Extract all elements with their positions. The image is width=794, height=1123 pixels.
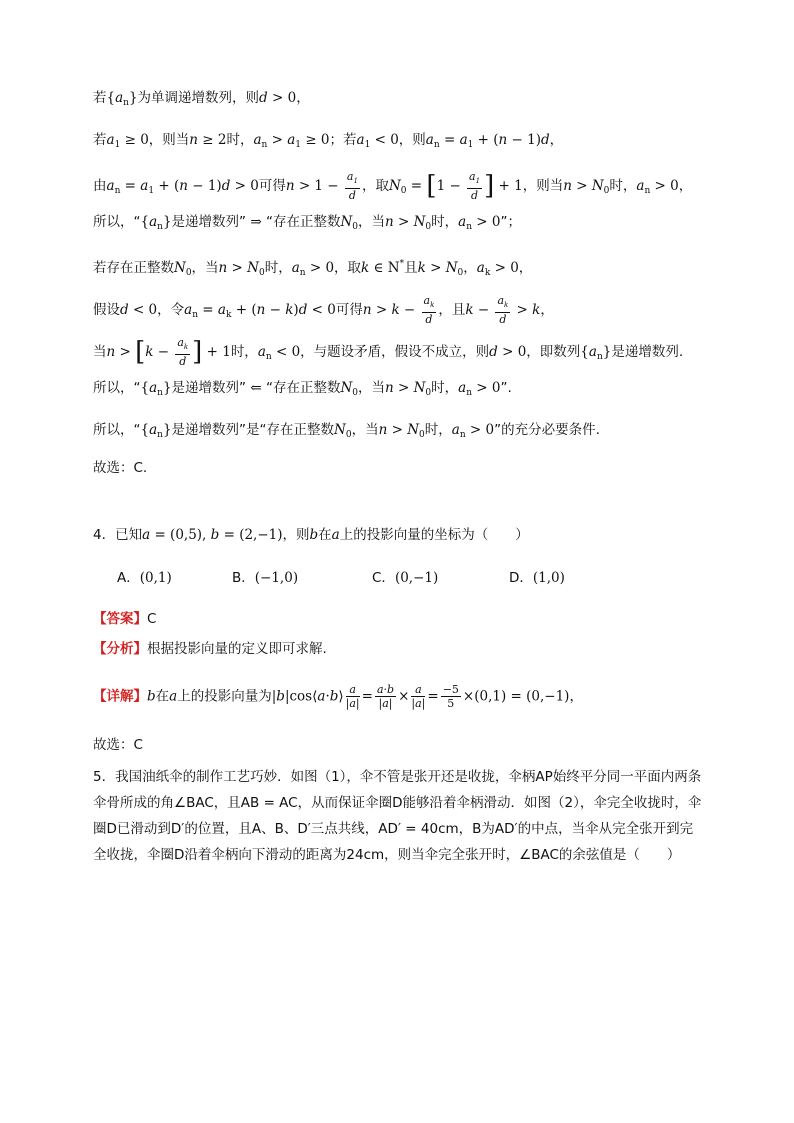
solution-line-6: 假设d < 0，令$a_n = a_k + (n - k)d < 0$可得n > k − $\frac{a_k}{d}$ ，且k − $\frac{a_k}{d}$ > k， <box>93 294 554 327</box>
text: ；若 <box>329 132 357 148</box>
choice-b <box>232 568 298 588</box>
choice-value: (1,0) <box>532 570 565 586</box>
conclusion-line: 故选：C. <box>93 460 148 476</box>
solution-line-2: 若$a_1 \ge 0$，则当n ≥ 2时，$a_n > a_1 \ge 0$；若$a_1 < 0$，则$a_n = a_1 + (n - 1)d$， <box>93 132 564 150</box>
choice-label: A． <box>117 570 140 586</box>
text: 假设 <box>93 302 120 319</box>
text: 可得 <box>335 302 363 319</box>
text: 所以，“ <box>93 380 141 396</box>
text: 若存在正整数 <box>93 260 174 276</box>
choice-value: (0,1) <box>139 570 172 586</box>
text: ，令 <box>157 302 185 319</box>
solution-line-7: 当n > [k − $\frac{a_k}{d}$ ] + 1时，$a_n < 0$，与题设矛盾，假设不成立，则d > 0，即数列$\{a_n\}$是递增数列. <box>93 336 684 369</box>
text: 时， <box>264 260 292 276</box>
text: 在 <box>318 527 332 543</box>
text: ，则 <box>282 527 310 543</box>
text: 是递增数列” <box>171 380 247 396</box>
text: ，当 <box>358 380 385 396</box>
detail-conclusion: 故选：C <box>93 737 143 753</box>
text: 可得 <box>258 178 286 195</box>
text: ”； <box>500 214 521 230</box>
text: 时， <box>609 178 637 195</box>
choice-c <box>372 568 438 588</box>
text: ，则 <box>398 132 426 148</box>
text: ，则当 <box>522 178 564 195</box>
text: ，取 <box>334 260 362 276</box>
text: 且 <box>404 260 418 276</box>
analysis-text: 根据投影向量的定义即可求解. <box>147 641 327 657</box>
text: ，与题设矛盾，假设不成立，则 <box>300 344 490 361</box>
text: “存在正整数 <box>265 214 341 230</box>
answer-line <box>93 609 156 629</box>
choice-value: (−1,0) <box>254 570 299 586</box>
text: 时， <box>431 380 459 396</box>
choice-label: D． <box>509 570 533 586</box>
analysis-tag: 【分析】 <box>93 641 147 657</box>
text: 时， <box>230 344 258 361</box>
text: 是递增数列” <box>171 214 247 230</box>
text: 时， <box>431 214 459 230</box>
solution-line-3: 由$a_n = a_1 + (n - 1)d > 0$可得n > 1 − $\frac{a_1}{d}$ ，取$N_0 = [1$ − $\frac{a_1}{d}$ ] + 1，则当$n > N_0$时，$a_n > 0$， <box>93 170 693 203</box>
question-5-text: 5．我国油纸伞的制作工艺巧妙．如图（1），伞不管是张开还是收拢，伞柄AP始终平分同一平面内两条伞骨所成的角∠BAC，且AB = AC，从而保证伞圈D能够沿着伞柄滑动．如图（2），伞完全收拢时，伞圈D已滑动到D′的位置，且A、B、D′三点共线，AD′ = 40cm，B为AD′的中点，当伞从完全张开到完全收拢，伞圈D沿着伞柄向下滑动的距离为24cm，则当伞完全张开时，∠BAC的余弦值是（ ） <box>93 769 702 863</box>
answer-value: C <box>147 611 157 627</box>
solution-line-9: 所以，“$\{a_n\}$是递增数列”是“存在正整数$N_0$，当$n > N_0$时，$a_n > 0$”的充分必要条件. <box>93 422 600 440</box>
analysis-line <box>93 639 327 659</box>
solution-line-1: 若$\{a_n\}$为单调递增数列，则d > 0， <box>93 90 310 108</box>
text: ，且 <box>438 302 466 319</box>
text: ，则当 <box>148 132 190 148</box>
text: ”的充分必要条件. <box>494 422 600 438</box>
text: “存在正整数 <box>265 380 341 396</box>
solution-line-8: 所以，“$\{a_n\}$是递增数列” ⇐ “存在正整数$N_0$，当$n > N_0$时，$a_n > 0$”. <box>93 380 512 398</box>
text: 上的投影向量的坐标为（ ） <box>339 527 529 543</box>
text: ，取 <box>361 178 389 195</box>
text: ，即数列 <box>526 344 581 361</box>
choice-a <box>117 568 172 588</box>
text: 若 <box>93 90 107 106</box>
choice-value: (0,−1) <box>394 570 439 586</box>
text: ”. <box>500 380 512 396</box>
text: ， <box>518 260 533 276</box>
choice-label: C． <box>372 570 395 586</box>
text: 若 <box>93 132 107 148</box>
text: 是递增数列”是“存在正整数 <box>171 422 335 438</box>
text: 时， <box>424 422 452 438</box>
answer-tag: 【答案】 <box>93 611 147 627</box>
choice-d <box>509 568 565 588</box>
text: 由 <box>93 178 107 195</box>
text: 4．已知 <box>93 527 143 543</box>
text: 是递增数列. <box>611 344 684 361</box>
text: 为单调递增数列，则 <box>137 90 260 106</box>
text: 所以，“ <box>93 214 141 230</box>
text: 时， <box>226 132 254 148</box>
question-4-stem: 4．已知a = (0,5), b = (2,−1)，则b在a上的投影向量的坐标为（ ） <box>93 527 529 543</box>
text: ，当 <box>358 214 385 230</box>
text: ，当 <box>351 422 379 438</box>
text: 当 <box>93 344 107 361</box>
text: 所以，“ <box>93 422 141 438</box>
detail-line: 【详解】b在a上的投影向量为|b|cos⟨a·b⟩ $\frac{a}{|a|}$ = $\frac{a\cdot b}{|a|}$ × $\frac{a}{|a|}$ = $\frac{-5}{5}$ ×(0,1) = (0,−1)， <box>93 683 583 710</box>
text: ，当 <box>191 260 219 276</box>
solution-line-5: 若存在正整数$N_0$，当$n > N_0$时，$a_n > 0$，取k ∈ N*且$k > N_0$，$a_k > 0$， <box>93 259 533 278</box>
choice-label: B． <box>232 570 255 586</box>
detail-tag: 【详解】 <box>93 688 147 705</box>
text: 在 <box>155 688 170 705</box>
solution-line-4: 所以，“$\{a_n\}$是递增数列” ⇒ “存在正整数$N_0$，当$n > N_0$时，$a_n > 0$”； <box>93 214 521 232</box>
text: 上的投影向量为 <box>177 688 272 705</box>
